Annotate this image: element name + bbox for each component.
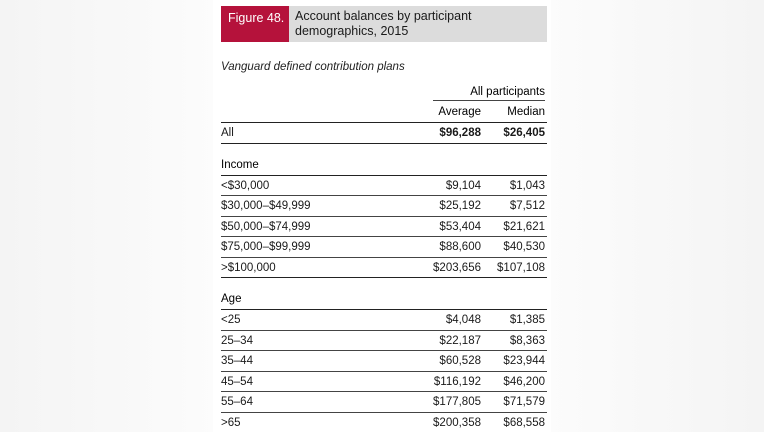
row-label: $75,000–$99,999 <box>221 241 311 253</box>
section-heading-age <box>221 291 547 310</box>
section-heading-income <box>221 157 547 176</box>
row-median: $107,108 <box>497 261 545 274</box>
row-average: $200,358 <box>433 416 481 429</box>
row-median: $8,363 <box>509 334 545 347</box>
row-median: $26,405 <box>503 127 545 139</box>
row-average: $177,805 <box>433 396 481 408</box>
row-median: $71,579 <box>503 396 545 408</box>
row-average: $88,600 <box>439 241 481 253</box>
figure-title-line2: demographics, 2015 <box>295 24 409 38</box>
row-average: $4,048 <box>445 314 481 326</box>
section-heading-label: Age <box>221 293 242 305</box>
group-header-row <box>221 84 547 102</box>
row-median: $7,512 <box>509 200 545 212</box>
row-average: $22,187 <box>439 334 481 347</box>
row-label: <$30,000 <box>221 179 270 192</box>
table-row <box>221 310 547 331</box>
row-average: $25,192 <box>439 200 481 212</box>
table-subtitle: Vanguard defined contribution plans <box>221 61 405 73</box>
column-header-average: Average <box>438 106 481 118</box>
row-label: >65 <box>221 416 241 429</box>
row-label: $50,000–$74,999 <box>221 220 311 233</box>
row-median: $1,043 <box>509 179 545 192</box>
table-row <box>221 258 547 279</box>
figure-title <box>289 6 547 42</box>
table-row <box>221 392 547 413</box>
row-label: 45–54 <box>221 375 253 388</box>
row-label: 25–34 <box>221 334 253 347</box>
table-row <box>221 237 547 258</box>
table-row <box>221 176 547 197</box>
table-row <box>221 372 547 393</box>
row-average: $116,192 <box>433 375 481 388</box>
row-label: 35–44 <box>221 355 253 367</box>
table-row <box>221 331 547 352</box>
row-median: $46,200 <box>503 375 545 388</box>
row-average: $96,288 <box>439 127 481 139</box>
figure-title-line1: Account balances by participant <box>295 9 472 23</box>
document-page <box>213 0 551 432</box>
row-median: $40,530 <box>503 241 545 253</box>
table-row <box>221 217 547 238</box>
row-label: $30,000–$49,999 <box>221 200 311 212</box>
column-header-row <box>221 102 547 123</box>
row-average: $53,404 <box>439 220 481 233</box>
row-average: $9,104 <box>445 179 481 192</box>
row-label: >$100,000 <box>221 261 276 274</box>
table-row <box>221 196 547 217</box>
row-label: 55–64 <box>221 396 253 408</box>
row-median: $23,944 <box>503 355 545 367</box>
table-row <box>221 413 547 432</box>
row-label: All <box>221 127 234 139</box>
group-header-all-participants: All participants <box>433 86 545 101</box>
row-average: $203,656 <box>433 261 481 274</box>
row-median: $68,558 <box>503 416 545 429</box>
table-row <box>221 351 547 372</box>
table-row-all <box>221 123 547 144</box>
figure-header <box>221 6 547 42</box>
row-label: <25 <box>221 314 241 326</box>
row-average: $60,528 <box>439 355 481 367</box>
row-median: $1,385 <box>509 314 545 326</box>
section-heading-label: Income <box>221 158 259 171</box>
row-median: $21,621 <box>503 220 545 233</box>
column-header-median: Median <box>507 106 545 118</box>
balances-table <box>221 84 547 432</box>
figure-number: Figure 48. <box>221 6 289 42</box>
